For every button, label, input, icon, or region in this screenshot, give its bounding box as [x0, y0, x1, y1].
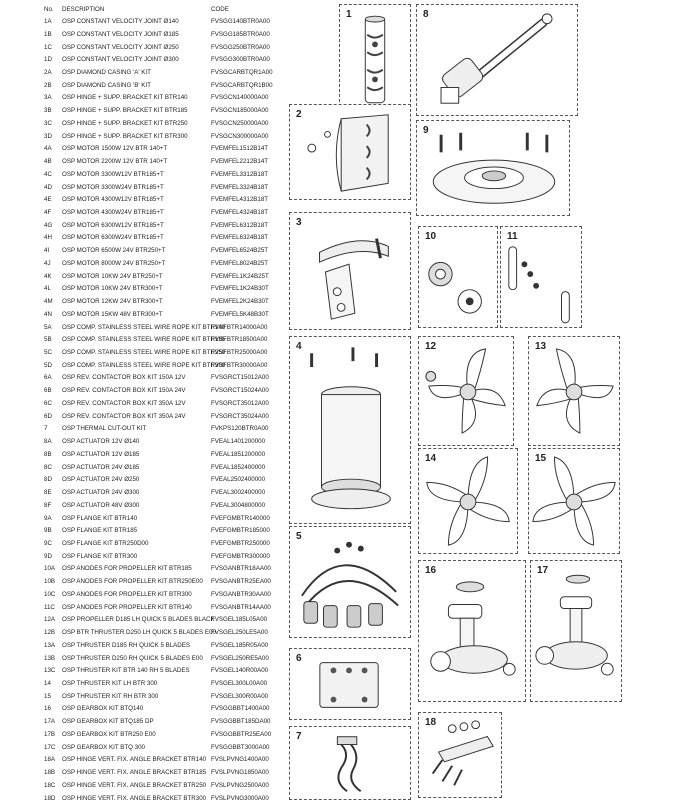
part-code: FVSFBTR18500A00 — [211, 336, 268, 344]
part-code: FVEMFEL6324B18T — [211, 234, 269, 242]
part-no: 6D — [44, 412, 52, 420]
gearbox-17-drawing — [531, 561, 621, 701]
part-no: 15 — [44, 692, 51, 700]
part-description: OSP ANODES FOR PROPELLER KIT BTR185 — [62, 565, 192, 573]
part-code: FVEMFEL1512B14T — [211, 145, 269, 153]
panel-8-actuator — [416, 4, 578, 116]
part-no: 1C — [44, 43, 52, 51]
part-description: OSP MOTOR 10KW 24V BTR250+T — [62, 272, 163, 280]
part-description: OSP GEARBOX KIT BTR250 E00 — [62, 730, 156, 738]
part-description: OSP THRUSTER KIT BTR 140 RH 5 BLADES — [62, 667, 190, 675]
part-description: OSP ANODES FOR PROPELLER KIT BTR140 — [62, 603, 192, 611]
part-code: FVEAL1852400000 — [211, 463, 266, 471]
flange-drawing — [417, 121, 569, 215]
panel-16-gearbox — [418, 560, 526, 702]
part-code: FVEMFEL4324B18T — [211, 209, 269, 216]
part-code: FVSGCN185000A00 — [211, 107, 269, 115]
part-description: OSP DIAMOND CASING 'B' KIT — [62, 81, 151, 89]
part-code: FVSGCARBTQR1B00 — [211, 81, 273, 89]
part-description: OSP MOTOR 6500W 24V BTR250+T — [62, 247, 166, 255]
part-no: 16 — [44, 705, 51, 713]
part-description: OSP HINGE + SUPP. BRACKET KIT BTR300 — [62, 132, 188, 140]
callout-13: 13 — [535, 341, 547, 352]
part-code: FVSGRCT15024A00 — [211, 387, 269, 395]
part-code: FVEFGMBTR140000 — [211, 514, 270, 522]
part-no: 18B — [44, 769, 56, 777]
part-description: OSP CONSTANT VELOCITY JOINT Ø300 — [62, 56, 179, 64]
part-no: 4D — [44, 183, 52, 191]
part-no: 6C — [44, 399, 52, 407]
part-code: FVSGGBBTR25EA00 — [211, 730, 272, 738]
part-code: FVEAL3002400000 — [211, 489, 266, 496]
part-no: 5C — [44, 349, 52, 356]
part-code: FVEFGMBTR185000 — [211, 527, 270, 535]
callout-5: 5 — [296, 531, 302, 542]
part-no: 4K — [44, 272, 52, 280]
part-no: 5A — [44, 323, 52, 331]
part-description: OSP FLANGE KIT BTR140 — [62, 514, 138, 522]
part-no: 2A — [44, 68, 52, 76]
part-code: FVSGEL185L05A00 — [211, 616, 268, 624]
part-code: FVSGG300BTR0A00 — [211, 56, 270, 64]
part-description: OSP ACTUATOR 24V Ø300 — [62, 489, 140, 496]
part-code: FVSLPVNG3000A00 — [211, 794, 269, 802]
part-no: 8D — [44, 476, 52, 484]
part-description: OSP ANODES FOR PROPELLER KIT BTR300 — [62, 590, 192, 598]
callout-12: 12 — [425, 341, 437, 352]
panel-15-thruster-rh — [528, 448, 620, 554]
part-code: FVSGANBTR25EA00 — [211, 578, 271, 586]
part-code: FVSGEL185R05A00 — [211, 641, 269, 649]
part-no: 8F — [44, 501, 52, 509]
part-no: 11C — [44, 603, 55, 611]
part-code: FVEAL1401200000 — [211, 438, 266, 446]
part-description: OSP ANODES FOR PROPELLER KIT BTR250E00 — [62, 578, 203, 586]
part-code: FVSGG140BTR0A00 — [211, 18, 270, 25]
callout-17: 17 — [537, 565, 549, 576]
part-description: OSP MOTOR 12KW 24V BTR300+T — [62, 298, 163, 306]
part-description: OSP ACTUATOR 48V Ø300 — [62, 501, 140, 509]
part-no: 3B — [44, 107, 52, 115]
part-description: OSP MOTOR 4300W24V BTR185+T — [62, 209, 164, 216]
part-description: OSP MOTOR 10KW 24V BTR300+T — [62, 285, 163, 293]
part-no: 4G — [44, 221, 53, 229]
part-no: 12A — [44, 616, 56, 624]
part-no: 17A — [44, 718, 56, 726]
part-code: FVEMFEL6524B25T — [211, 247, 269, 255]
part-code: FVSGEL300L00A00 — [211, 680, 268, 687]
part-no: 4H — [44, 234, 52, 242]
header-description: DESCRIPTION — [62, 6, 105, 13]
part-description: OSP HINGE VERT. FIX. ANGLE BRACKET BTR250 — [62, 781, 207, 789]
part-description: OSP FLANGE KIT BTR300 — [62, 552, 138, 560]
part-code: FVSGANBTR14AA00 — [211, 603, 271, 611]
part-description: OSP ACTUATOR 24V Ø250 — [62, 476, 140, 484]
anode-drawing — [419, 227, 497, 327]
callout-8: 8 — [423, 9, 429, 20]
actuator-drawing — [417, 5, 577, 115]
part-code: FVEMFEL1K24B25T — [211, 272, 269, 280]
part-no: 10A — [44, 565, 56, 573]
part-description: OSP REV. CONTACTOR BOX KIT 150A 24V — [62, 387, 186, 395]
part-no: 4C — [44, 170, 52, 178]
part-description: OSP REV. CONTACTOR BOX KIT 350A 24V — [62, 412, 186, 420]
panel-13-propeller-rh — [528, 336, 620, 446]
part-no: 13B — [44, 654, 56, 662]
motor-drawing — [290, 337, 410, 523]
panel-17-gearbox — [530, 560, 622, 702]
hinge-bracket-drawing — [290, 213, 410, 329]
part-description: OSP HINGE VERT. FIX. ANGLE BRACKET BTR300 — [62, 794, 207, 802]
part-description: OSP MOTOR 3300W24V BTR185+T — [62, 183, 164, 191]
part-code: FVEMFEL5K48B30T — [211, 310, 269, 318]
part-no: 10B — [44, 578, 56, 586]
part-description: OSP FLANGE KIT BTR250D00 — [62, 539, 149, 547]
part-code: FVSGGBBT1400A00 — [211, 705, 270, 713]
callout-10: 10 — [425, 231, 437, 242]
part-no: 12B — [44, 629, 56, 636]
part-no: 5D — [44, 361, 52, 369]
callout-6: 6 — [296, 653, 302, 664]
callout-16: 16 — [425, 565, 437, 576]
panel-9-flange — [416, 120, 570, 216]
part-code: FVSGCN140000A00 — [211, 94, 269, 102]
part-no: 8E — [44, 489, 52, 496]
callout-14: 14 — [425, 453, 437, 464]
part-code: FVSFBTR25000A00 — [211, 349, 268, 356]
part-no: 1A — [44, 18, 52, 25]
part-no: 4E — [44, 196, 52, 204]
part-description: OSP CONSTANT VELOCITY JOINT Ø185 — [62, 30, 179, 38]
part-code: FVEFGMBTR300000 — [211, 552, 270, 560]
part-no: 3D — [44, 132, 52, 140]
panel-18-angle-bracket — [418, 712, 502, 798]
panel-12-propeller-lh — [418, 336, 514, 446]
callout-1: 1 — [346, 9, 352, 20]
part-no: 18D — [44, 794, 56, 802]
part-code: FVSFBTR30000A00 — [211, 361, 268, 369]
part-no: 4A — [44, 145, 52, 153]
part-description: OSP GEARBOX KIT BTQ140 — [62, 705, 144, 713]
panel-4-motor — [289, 336, 411, 524]
angle-bracket-drawing — [419, 713, 501, 797]
part-code: FVSGGBBT3000A00 — [211, 743, 270, 751]
part-description: OSP REV. CONTACTOR BOX KIT 150A 12V — [62, 374, 186, 382]
part-description: OSP FLANGE KIT BTR185 — [62, 527, 138, 535]
part-description: OSP MOTOR 6300W12V BTR185+T — [62, 221, 164, 229]
part-description: OSP MOTOR 1500W 12V BTR 140+T — [62, 145, 168, 153]
part-code: FVSGEL140R00A00 — [211, 667, 269, 675]
part-no: 13A — [44, 641, 56, 649]
part-no: 18C — [44, 781, 56, 789]
part-no: 8B — [44, 450, 52, 458]
part-description: OSP BTR THRUSTER D250 LH QUICK 5 BLADES E00 — [62, 629, 216, 636]
panel-6-contactor-box — [289, 648, 411, 720]
panel-3-hinge-bracket — [289, 212, 411, 330]
part-code: FVSGRCT15012A00 — [211, 374, 269, 382]
part-description: OSP ACTUATOR 12V Ø140 — [62, 438, 140, 446]
part-code: FVEFGMBTR250000 — [211, 539, 270, 547]
part-description: OSP PROPELLER D185 LH QUICK 5 BLADES BLACK — [62, 616, 215, 624]
propeller-rh-drawing — [529, 337, 619, 445]
part-code: FVEMFEL6312B18T — [211, 221, 269, 229]
thruster-rh-drawing — [529, 449, 619, 553]
part-description: OSP MOTOR 4300W12V BTR185+T — [62, 196, 164, 204]
panel-7-thermal-cutout — [289, 726, 411, 800]
part-description: OSP MOTOR 2200W 12V BTR 140+T — [62, 158, 168, 165]
part-no: 4M — [44, 298, 53, 306]
thruster-lh-drawing — [419, 449, 517, 553]
part-description: OSP MOTOR 15KW 48V BTR300+T — [62, 310, 163, 318]
part-code: FVSGRCT35012A00 — [211, 399, 269, 407]
part-no: 8C — [44, 463, 52, 471]
part-no: 10C — [44, 590, 56, 598]
part-code: FVSGANBTR30AA00 — [211, 590, 271, 598]
part-no: 4N — [44, 310, 52, 318]
part-code: FVSLPVNG1850A00 — [211, 769, 269, 777]
callout-7: 7 — [296, 731, 302, 742]
part-description: OSP GEARBOX KIT BTQ185 DP — [62, 718, 154, 726]
part-description: OSP THRUSTER KIT RH BTR 300 — [62, 692, 159, 700]
part-no: 2B — [44, 81, 52, 89]
part-description: OSP GEARBOX KIT BTQ 300 — [62, 743, 145, 751]
part-description: OSP MOTOR 6300W24V BTR185+T — [62, 234, 164, 242]
part-no: 14 — [44, 680, 51, 687]
part-description: OSP HINGE VERT. FIX. ANGLE BRACKET BTR140 — [62, 756, 207, 764]
callout-3: 3 — [296, 217, 302, 228]
part-description: OSP COMP. STAINLESS STEEL WIRE ROPE KIT BTR185 — [62, 336, 226, 344]
part-no: 6A — [44, 374, 52, 382]
wire-rope-drawing — [290, 527, 410, 637]
part-description: OSP COMP. STAINLESS STEEL WIRE ROPE KIT BTR300 — [62, 361, 226, 369]
part-description: OSP ACTUATOR 24V Ø185 — [62, 463, 140, 471]
callout-2: 2 — [296, 109, 302, 120]
part-code: FVEMFEL3312B18T — [211, 170, 269, 178]
part-code: FVSLPVNG2500A00 — [211, 781, 269, 789]
thermal-cutout-drawing — [290, 727, 410, 799]
part-code: FVKPS120BTR0A00 — [211, 425, 269, 433]
part-code: FVSGRCT35024A00 — [211, 412, 269, 420]
part-code: FVSGGBBT185DA00 — [211, 718, 271, 726]
part-description: OSP REV. CONTACTOR BOX KIT 350A 12V — [62, 399, 186, 407]
part-code: FVSGG250BTR0A00 — [211, 43, 270, 51]
part-code: FVSGCN300000A00 — [211, 132, 269, 140]
propeller-lh-drawing — [419, 337, 513, 445]
part-no: 4I — [44, 247, 50, 255]
part-code: FVEMFEL2K24B30T — [211, 298, 269, 306]
part-no: 8A — [44, 438, 52, 446]
part-code: FVSGCN250000A00 — [211, 119, 269, 127]
part-no: 1D — [44, 56, 52, 64]
anode-bars-drawing — [501, 227, 581, 327]
panel-11-anode-bars — [500, 226, 582, 328]
part-code: FVSGANBTR18AA00 — [211, 565, 271, 573]
part-description: OSP THRUSTER D185 RH QUICK 5 BLADES — [62, 641, 191, 649]
callout-11: 11 — [507, 231, 518, 242]
part-no: 9B — [44, 527, 52, 535]
part-description: OSP ACTUATOR 12V Ø185 — [62, 450, 140, 458]
callout-4: 4 — [296, 341, 302, 352]
part-description: OSP HINGE + SUPP. BRACKET KIT BTR140 — [62, 94, 188, 102]
part-description: OSP CONSTANT VELOCITY JOINT Ø140 — [62, 18, 179, 25]
part-description: OSP MOTOR 8000W 24V BTR250+T — [62, 259, 166, 267]
part-code: FVEMFEL3324B18T — [211, 183, 269, 191]
panel-5-wire-rope — [289, 526, 411, 638]
part-description: OSP COMP. STAINLESS STEEL WIRE ROPE KIT BTR140 — [62, 323, 226, 331]
part-description: OSP THRUSTER D250 RH QUICK 5 BLADES E00 — [62, 654, 203, 662]
part-code: FVSLPVNG1400A00 — [211, 756, 269, 764]
part-description: OSP THRUSTER KIT LH BTR 300 — [62, 680, 158, 687]
callout-9: 9 — [423, 125, 429, 136]
part-no: 9A — [44, 514, 52, 522]
panel-2-casing — [289, 104, 411, 200]
part-code: FVEMFEL8024B25T — [211, 259, 269, 267]
part-no: 1B — [44, 30, 52, 38]
part-description: OSP THERMAL CUT-OUT KIT — [62, 425, 147, 433]
part-no: 4F — [44, 209, 52, 216]
part-code: FVEMFEL1K24B30T — [211, 285, 269, 293]
part-code: FVEAL1851200000 — [211, 450, 266, 458]
panel-10-anodes — [418, 226, 498, 328]
callout-15: 15 — [535, 453, 547, 464]
part-description: OSP DIAMOND CASING 'A' KIT — [62, 68, 151, 76]
part-no: 9C — [44, 539, 52, 547]
part-code: FVSGEL300R00A00 — [211, 692, 269, 700]
part-no: 7 — [44, 425, 48, 433]
part-no: 4B — [44, 158, 52, 165]
part-no: 3A — [44, 94, 52, 102]
part-no: 5B — [44, 336, 52, 344]
cv-joint-drawing — [340, 5, 410, 111]
header-code: CODE — [211, 6, 229, 13]
part-no: 13C — [44, 667, 56, 675]
part-description: OSP HINGE + SUPP. BRACKET KIT BTR250 — [62, 119, 188, 127]
part-code: FVEMFEL4312B18T — [211, 196, 269, 204]
part-no: 18A — [44, 756, 56, 764]
panel-14-thruster-lh — [418, 448, 518, 554]
part-code: FVEAL2502400000 — [211, 476, 266, 484]
part-description: OSP MOTOR 3300W12V BTR185+T — [62, 170, 164, 178]
part-code: FVEAL3004800000 — [211, 501, 266, 509]
part-code: FVSGCARBTQR1A00 — [211, 68, 273, 76]
part-description: OSP HINGE + SUPP. BRACKET KIT BTR185 — [62, 107, 188, 115]
part-no: 17B — [44, 730, 56, 738]
part-code: FVSGG185BTR0A00 — [211, 30, 270, 38]
part-no: 4J — [44, 259, 51, 267]
gearbox-16-drawing — [419, 561, 525, 701]
part-no: 9D — [44, 552, 52, 560]
part-code: FVSGEL250LE5A00 — [211, 629, 268, 636]
header-no: No. — [44, 6, 54, 13]
part-code: FVEMFEL2212B14T — [211, 158, 269, 165]
contactor-box-drawing — [290, 649, 410, 719]
part-no: 4L — [44, 285, 51, 293]
part-no: 3C — [44, 119, 52, 127]
part-no: 6B — [44, 387, 52, 395]
part-description: OSP COMP. STAINLESS STEEL WIRE ROPE KIT BTR250 — [62, 349, 226, 356]
part-no: 17C — [44, 743, 56, 751]
part-code: FVSGEL250RE5A00 — [211, 654, 269, 662]
casing-drawing — [290, 105, 410, 199]
part-description: OSP HINGE VERT. FIX. ANGLE BRACKET BTR185 — [62, 769, 207, 777]
panel-1-cv-joint — [339, 4, 411, 112]
callout-18: 18 — [425, 717, 437, 728]
part-description: OSP CONSTANT VELOCITY JOINT Ø250 — [62, 43, 179, 51]
part-code: FVSFBTR14000A00 — [211, 323, 268, 331]
